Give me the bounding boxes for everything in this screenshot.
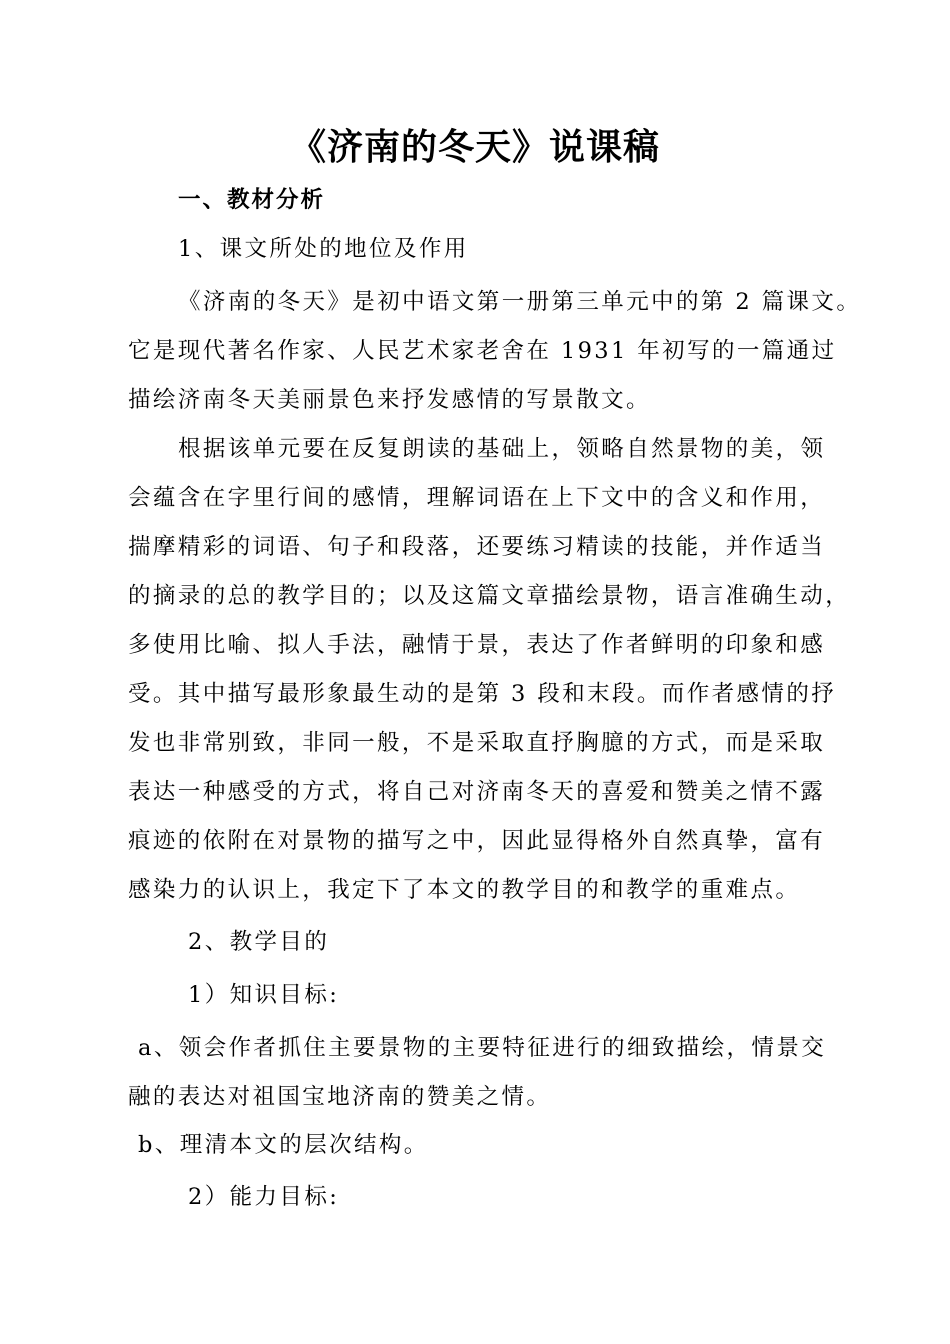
paragraph-line: 根据该单元要在反复朗读的基础上，领略自然景物的美，领 [178, 436, 826, 462]
paragraph-line: 发也非常别致，非同一般，不是采取直抒胸臆的方式，而是采取 [128, 730, 826, 756]
paragraph-line: 受。其中描写最形象最生动的是第 3 段和末段。而作者感情的抒 [128, 681, 837, 707]
paragraph-line: 的摘录的总的教学目的；以及这篇文章描绘景物，语言准确生动， [128, 583, 851, 609]
paragraph-line: 感染力的认识上，我定下了本文的教学目的和教学的重难点。 [128, 877, 801, 903]
goal-item-a-continued: 融的表达对祖国宝地济南的赞美之情。 [128, 1084, 552, 1110]
goal-heading-ability: 2）能力目标: [188, 1184, 340, 1210]
paragraph-line: 描绘济南冬天美丽景色来抒发感情的写景散文。 [128, 387, 651, 413]
paragraph-line: 会蕴含在字里行间的感情，理解词语在上下文中的含义和作用， [128, 485, 826, 511]
subsection-heading-position-role: 1、课文所处的地位及作用 [178, 236, 469, 262]
goal-item-b: b、理清本文的层次结构。 [138, 1132, 429, 1158]
paragraph-line: 揣摩精彩的词语、句子和段落，还要练习精读的技能，并作适当 [128, 534, 826, 560]
document-title: 《济南的冬天》说课稿 [289, 126, 660, 168]
section-heading-textbook-analysis: 一、教材分析 [178, 187, 326, 213]
goal-heading-knowledge: 1）知识目标: [188, 982, 340, 1008]
goal-item-a: a、领会作者抓住主要景物的主要特征进行的细致描绘，情景交 [138, 1035, 827, 1061]
paragraph-line: 它是现代著名作家、人民艺术家老舍在 1931 年初写的一篇通过 [128, 338, 837, 364]
paragraph-line: 表达一种感受的方式，将自己对济南冬天的喜爱和赞美之情不露 [128, 779, 826, 805]
subsection-heading-teaching-goals: 2、教学目的 [188, 929, 330, 955]
paragraph-line: 痕迹的依附在对景物的描写之中，因此显得格外自然真挚，富有 [128, 828, 826, 854]
paragraph-line: 多使用比喻、拟人手法，融情于景，表达了作者鲜明的印象和感 [128, 632, 826, 658]
paragraph-line: 《济南的冬天》是初中语文第一册第三单元中的第 2 篇课文。 [178, 289, 862, 315]
